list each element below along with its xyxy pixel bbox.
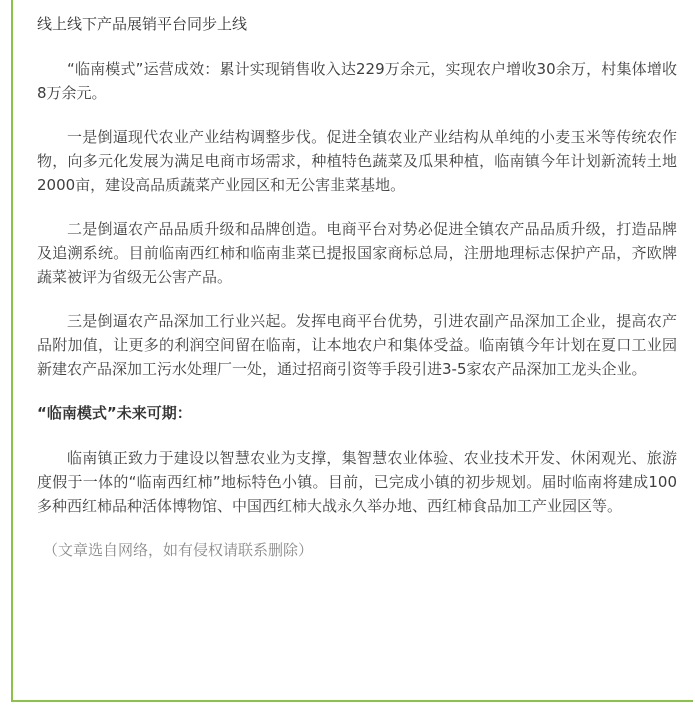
section-heading: 线上线下产品展销平台同步上线: [37, 15, 248, 33]
future-heading: “临南模式”未来可期：: [37, 404, 192, 422]
paragraph-quality-brand: 二是倒逼农产品品质升级和品牌创造。电商平台对势必促进全镇农产品品质升级，打造品牌及追溯系统。目前临南西红柿和临南韭菜已提报国家商标总局，注册地理标志保护产品，齐欧牌蔬菜被评为省级无公害产品。: [37, 220, 677, 286]
paragraph-deep-processing: 三是倒逼农产品深加工行业兴起。发挥电商平台优势，引进农副产品深加工企业，提高农产品附加值，让更多的利润空间留在临南，让本地农户和集体受益。临南镇今年计划在夏口工业园新建农产品深加工污水处理厂一处，通过招商引资等手段引进3-5家农产品深加工龙头企业。: [37, 312, 677, 378]
paragraph-industry-structure: 一是倒逼现代农业产业结构调整步伐。促进全镇农业产业结构从单纯的小麦玉米等传统农作物，向多元化发展为满足电商市场需求，种植特色蔬菜及瓜果种植，临南镇今年计划新流转土地2000亩，建设高品质蔬菜产业园区和无公害韭菜基地。: [37, 128, 677, 194]
source-note: （文章选自网络，如有侵权请联系删除）: [43, 541, 314, 559]
results-paragraph: “临南模式”运营成效：累计实现销售收入达229万余元，实现农户增收30余万，村集体增收8万余元。: [37, 60, 677, 102]
future-paragraph: 临南镇正致力于建设以智慧农业为支撑，集智慧农业体验、农业技术开发、休闲观光、旅游度假于一体的“临南西红柿”地标特色小镇。目前，已完成小镇的初步规划。届时临南将建成100多种西红柿品种活体博物馆、中国西红柿大战永久举办地、西红柿食品加工产业园区等。: [37, 449, 677, 515]
article-body: [37, 12, 677, 562]
